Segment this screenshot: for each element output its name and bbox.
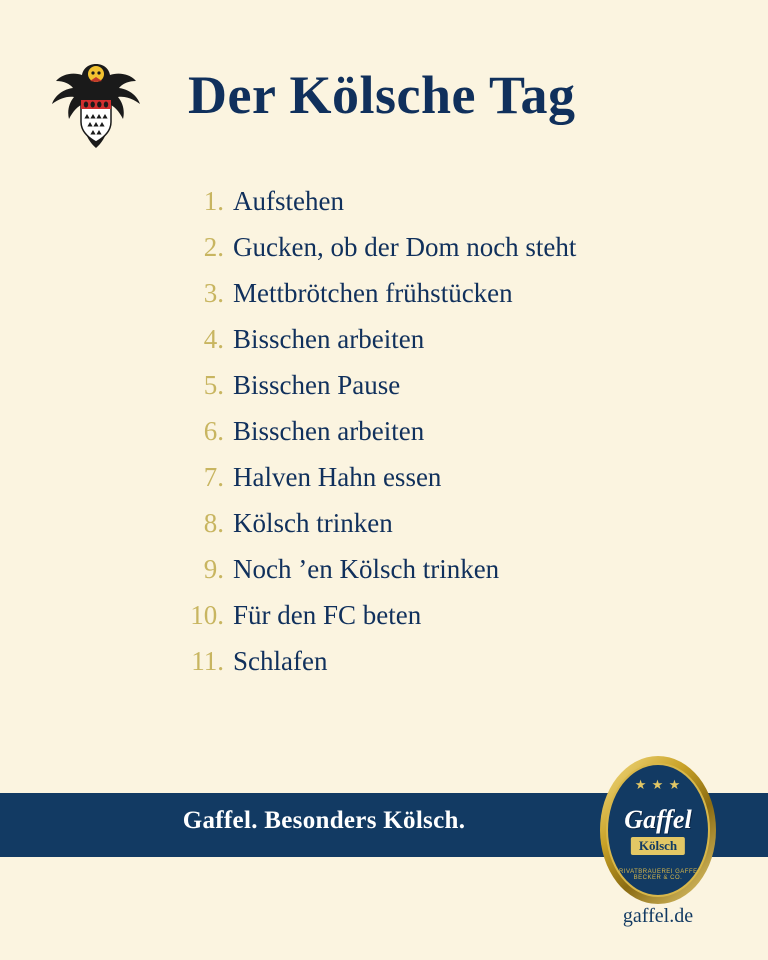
list-item-number: 10. — [190, 600, 224, 630]
list-item-number: 11. — [191, 646, 224, 676]
list-item — [0, 554, 768, 600]
list-item — [0, 370, 768, 416]
brand-slogan: Gaffel. Besonders Kölsch. — [182, 807, 466, 834]
cologne-coat-of-arms-icon — [40, 48, 152, 160]
list-item-number: 8. — [203, 508, 224, 538]
list-item — [0, 278, 768, 324]
list-item-number: 9. — [203, 554, 224, 584]
list-item — [0, 646, 768, 692]
kolsche-tag-list — [0, 186, 768, 692]
list-item-number: 2. — [203, 232, 224, 262]
list-item-number: 6. — [203, 416, 224, 446]
list-item-label: Bisschen arbeiten — [233, 416, 425, 446]
logo-wordmark: Gaffel — [624, 805, 692, 834]
list-item-label: Kölsch trinken — [233, 508, 393, 538]
list-item-number: 3. — [203, 278, 224, 308]
logo-fineprint: PRIVATBRAUEREI GAFFEL BECKER & CO. — [614, 869, 702, 881]
list-item — [0, 232, 768, 278]
list-item — [0, 600, 768, 646]
list-item-label: Gucken, ob der Dom noch steht — [233, 232, 577, 262]
logo-subtitle: Kölsch — [631, 837, 685, 855]
list-item — [0, 508, 768, 554]
list-item-label: Bisschen arbeiten — [233, 324, 425, 354]
list-item — [0, 186, 768, 232]
list-item-label: Mettbrötchen frühstücken — [233, 278, 513, 308]
list-item-number: 7. — [203, 462, 224, 492]
list-item-number: 4. — [203, 324, 224, 354]
list-item-label: Aufstehen — [233, 186, 344, 216]
list-item-label: Bisschen Pause — [233, 370, 401, 400]
gaffel-kolsch-logo — [600, 756, 716, 904]
list-item-label: Noch ’en Kölsch trinken — [233, 554, 500, 584]
list-item — [0, 324, 768, 370]
list-item — [0, 416, 768, 462]
logo-inner-field — [606, 763, 710, 897]
website-url[interactable]: gaffel.de — [622, 905, 694, 927]
list-item-label: Für den FC beten — [233, 600, 422, 630]
list-item — [0, 462, 768, 508]
list-item-number: 5. — [203, 370, 224, 400]
page-title: Der Kölsche Tag — [188, 65, 576, 125]
logo-stars: ★ ★ ★ — [634, 777, 682, 792]
poster-header — [0, 48, 768, 158]
list-item-label: Halven Hahn essen — [233, 462, 442, 492]
list-item-number: 1. — [203, 186, 224, 216]
list-item-label: Schlafen — [233, 646, 328, 676]
